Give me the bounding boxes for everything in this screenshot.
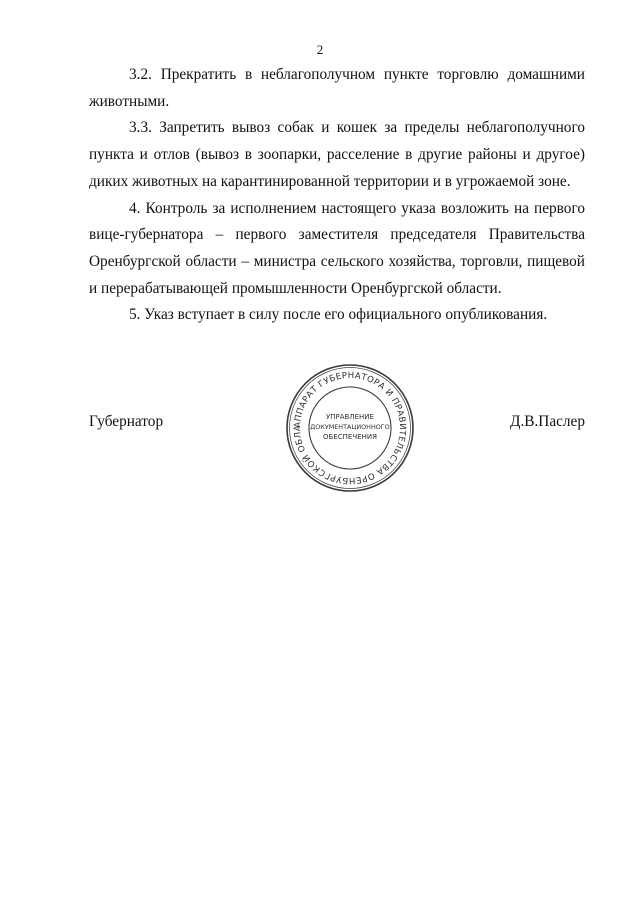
signatory-name: Д.В.Паслер — [510, 413, 585, 430]
seal-center-line-1: УПРАВЛЕНИЕ — [326, 413, 374, 421]
seal-ring-text: АППАРАТ ГУБЕРНАТОРА И ПРАВИТЕЛЬСТВА ОРЕНБУРГСКОЙ ОБЛА — [292, 370, 408, 486]
seal-center-line-2: ДОКУМЕНТАЦИОННОГО — [310, 423, 390, 431]
seal-graphic — [284, 362, 416, 494]
paragraph-3-3: 3.3. Запретить вывоз собак и кошек за пределы неблагополучного пункта и отлов (вывоз в зоопарки, расселение в другие районы и другое) диких животных на карантинированной территории и в угрожаемой зоне. — [89, 119, 585, 190]
paragraph-3-2: 3.2. Прекратить в неблагополучном пункте торговлю домашними животными. — [89, 66, 585, 110]
seal-center-line-3: ОБЕСПЕЧЕНИЯ — [323, 433, 377, 441]
paragraph-5: 5. Указ вступает в силу после его официального опубликования. — [129, 306, 548, 324]
page-number: 2 — [316, 42, 324, 57]
paragraph-4: 4. Контроль за исполнением настоящего указа возложить на первого вице-губернатора – первого заместителя председателя Правительства Оренбургской области – министра сельского хозяйства, торговли, пищевой и перерабатывающей промышленности Оренбургской области. — [89, 199, 585, 297]
official-seal-stamp — [284, 362, 416, 494]
document-body — [89, 62, 585, 329]
signatory-position: Губернатор — [89, 413, 164, 430]
